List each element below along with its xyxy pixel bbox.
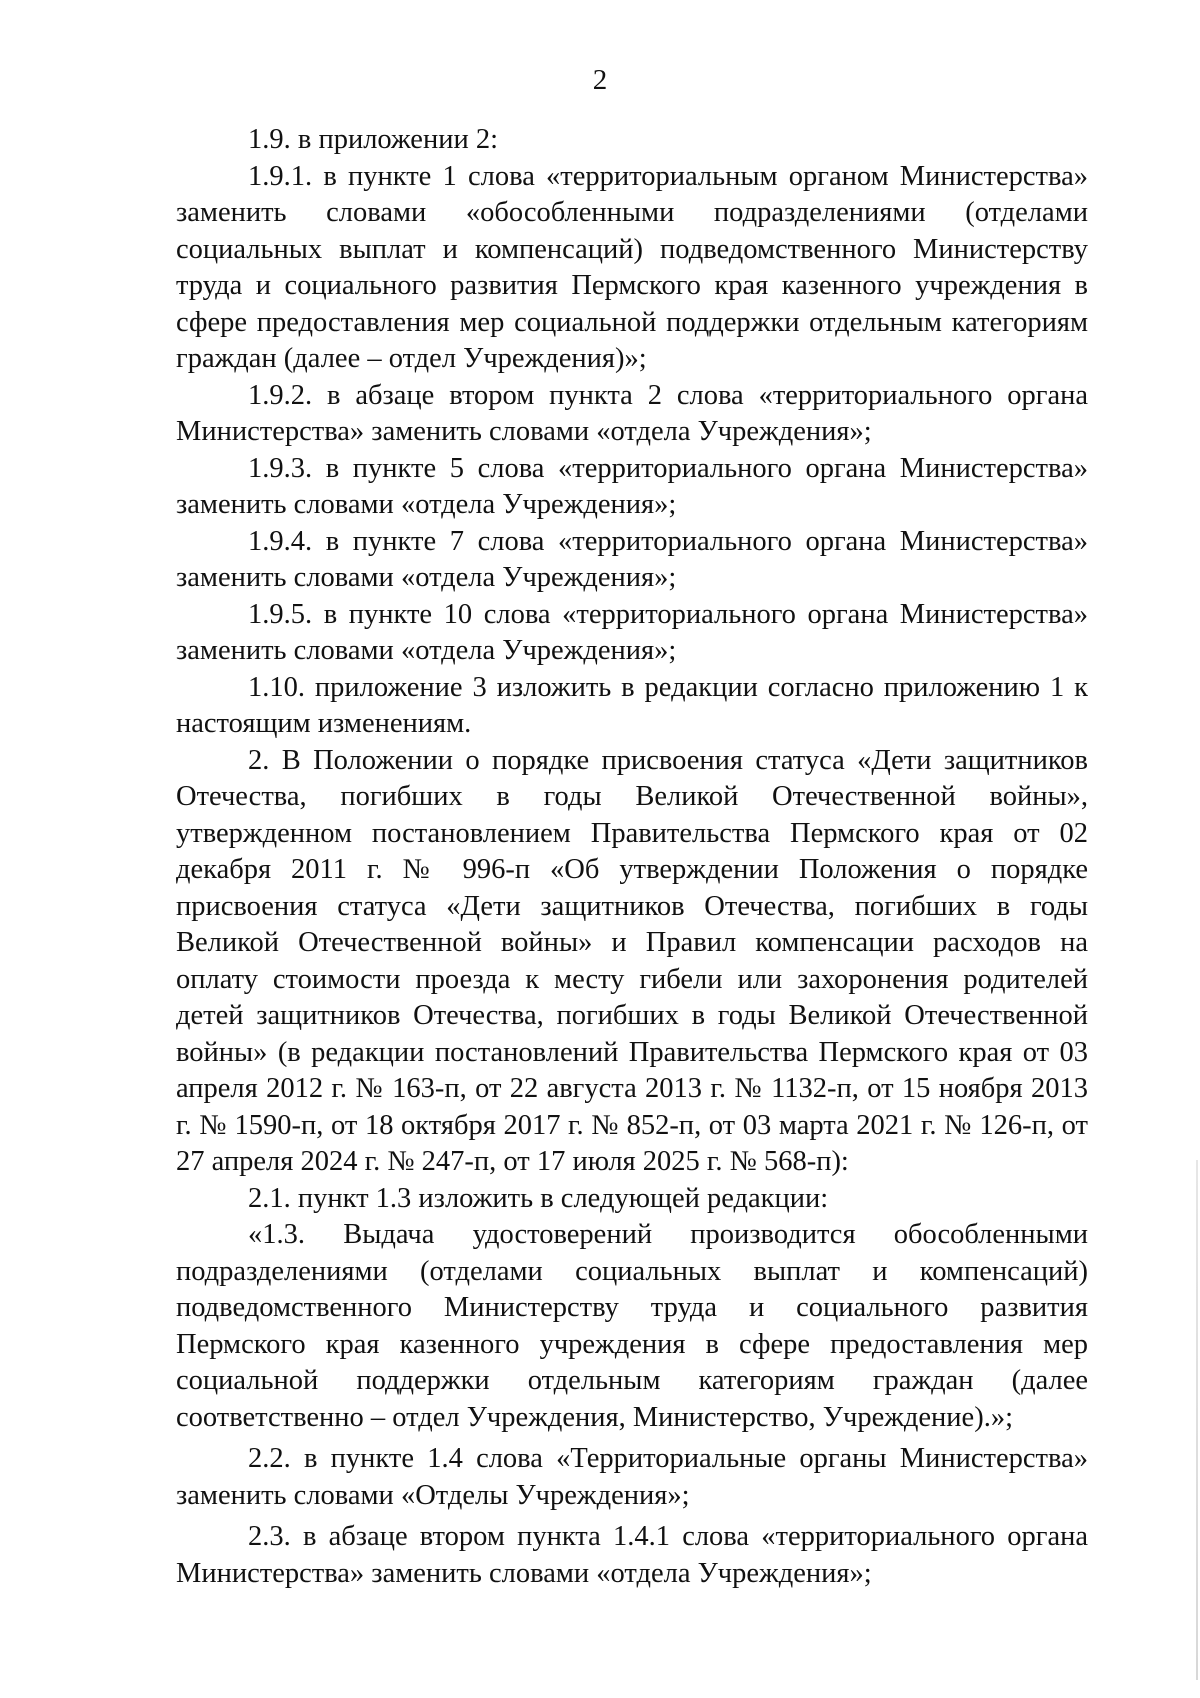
paragraph-1-3-quote: «1.3. Выдача удостоверений производится обособленными подразделениями (отделами социальных выплат и компенсаций) подведомственного Министерству труда и социального развития Пермского края казенного учреждения в сфере предоставления мер социальной поддержки отдельным категориям граждан (далее соответственно – отдел Учреждения, Министерство, Учреждение).»;: [176, 1219, 1088, 1433]
paragraph-2-1: 2.1. пункт 1.3 изложить в следующей редакции:: [248, 1182, 829, 1214]
paragraph-1-9-4: 1.9.4. в пункте 7 слова «территориального органа Министерства» заменить словами «отдела Учреждения»;: [176, 525, 1088, 593]
page-number: 2: [592, 64, 608, 96]
paragraph-1-9-1: 1.9.1. в пункте 1 слова «территориальным органом Министерства» заменить словами «обособленными подразделениями (отделами социальных выплат и компенсаций) подведомственного Министерству труда и социального развития Пермского края казенного учреждения в сфере предоставления мер социальной поддержки отдельным категориям граждан (далее – отдел Учреждения)»;: [176, 160, 1088, 374]
scan-edge-line: [1196, 1160, 1198, 1680]
paragraph-1-10: 1.10. приложение 3 изложить в редакции согласно приложению 1 к настоящим изменениям.: [176, 671, 1088, 739]
paragraph-1-9-5: 1.9.5. в пункте 10 слова «территориального органа Министерства» заменить словами «отдела Учреждения»;: [176, 598, 1088, 666]
paragraph-1-9: 1.9. в приложении 2:: [248, 124, 498, 155]
paragraph-1-9-2: 1.9.2. в абзаце втором пункта 2 слова «территориального органа Министерства» заменить словами «отдела Учреждения»;: [176, 379, 1088, 447]
paragraph-2-2: 2.2. в пункте 1.4 слова «Территориальные органы Министерства» заменить словами «Отделы Учреждения»;: [176, 1443, 1088, 1511]
document-body: [176, 122, 1088, 1592]
paragraph-1-9-3: 1.9.3. в пункте 5 слова «территориального органа Министерства» заменить словами «отдела Учреждения»;: [176, 452, 1088, 520]
paragraph-2: 2. В Положении о порядке присвоения статуса «Дети защитников Отечества, погибших в годы Великой Отечественной войны», утвержденном постановлением Правительства Пермского края от 02 декабря 2011 г. № 996-п «Об утверждении Положения о порядке присвоения статуса «Дети защитников Отечества, погибших в годы Великой Отечественной войны» и Правил компенсации расходов на оплату стоимости проезда к месту гибели или захоронения родителей детей защитников Отечества, погибших в годы Великой Отечественной войны» (в редакции постановлений Правительства Пермского края от 03 апреля 2012 г. № 163-п, от 22 августа 2013 г. № 1132-п, от 15 ноября 2013 г. № 1590-п, от 18 октября 2017 г. № 852-п, от 03 марта 2021 г. № 126-п, от 27 апреля 2024 г. № 247-п, от 17 июля 2025 г. № 568-п):: [176, 744, 1088, 1177]
paragraph-2-3: 2.3. в абзаце втором пункта 1.4.1 слова «территориального органа Министерства» заменить словами «отдела Учреждения»;: [176, 1521, 1088, 1589]
